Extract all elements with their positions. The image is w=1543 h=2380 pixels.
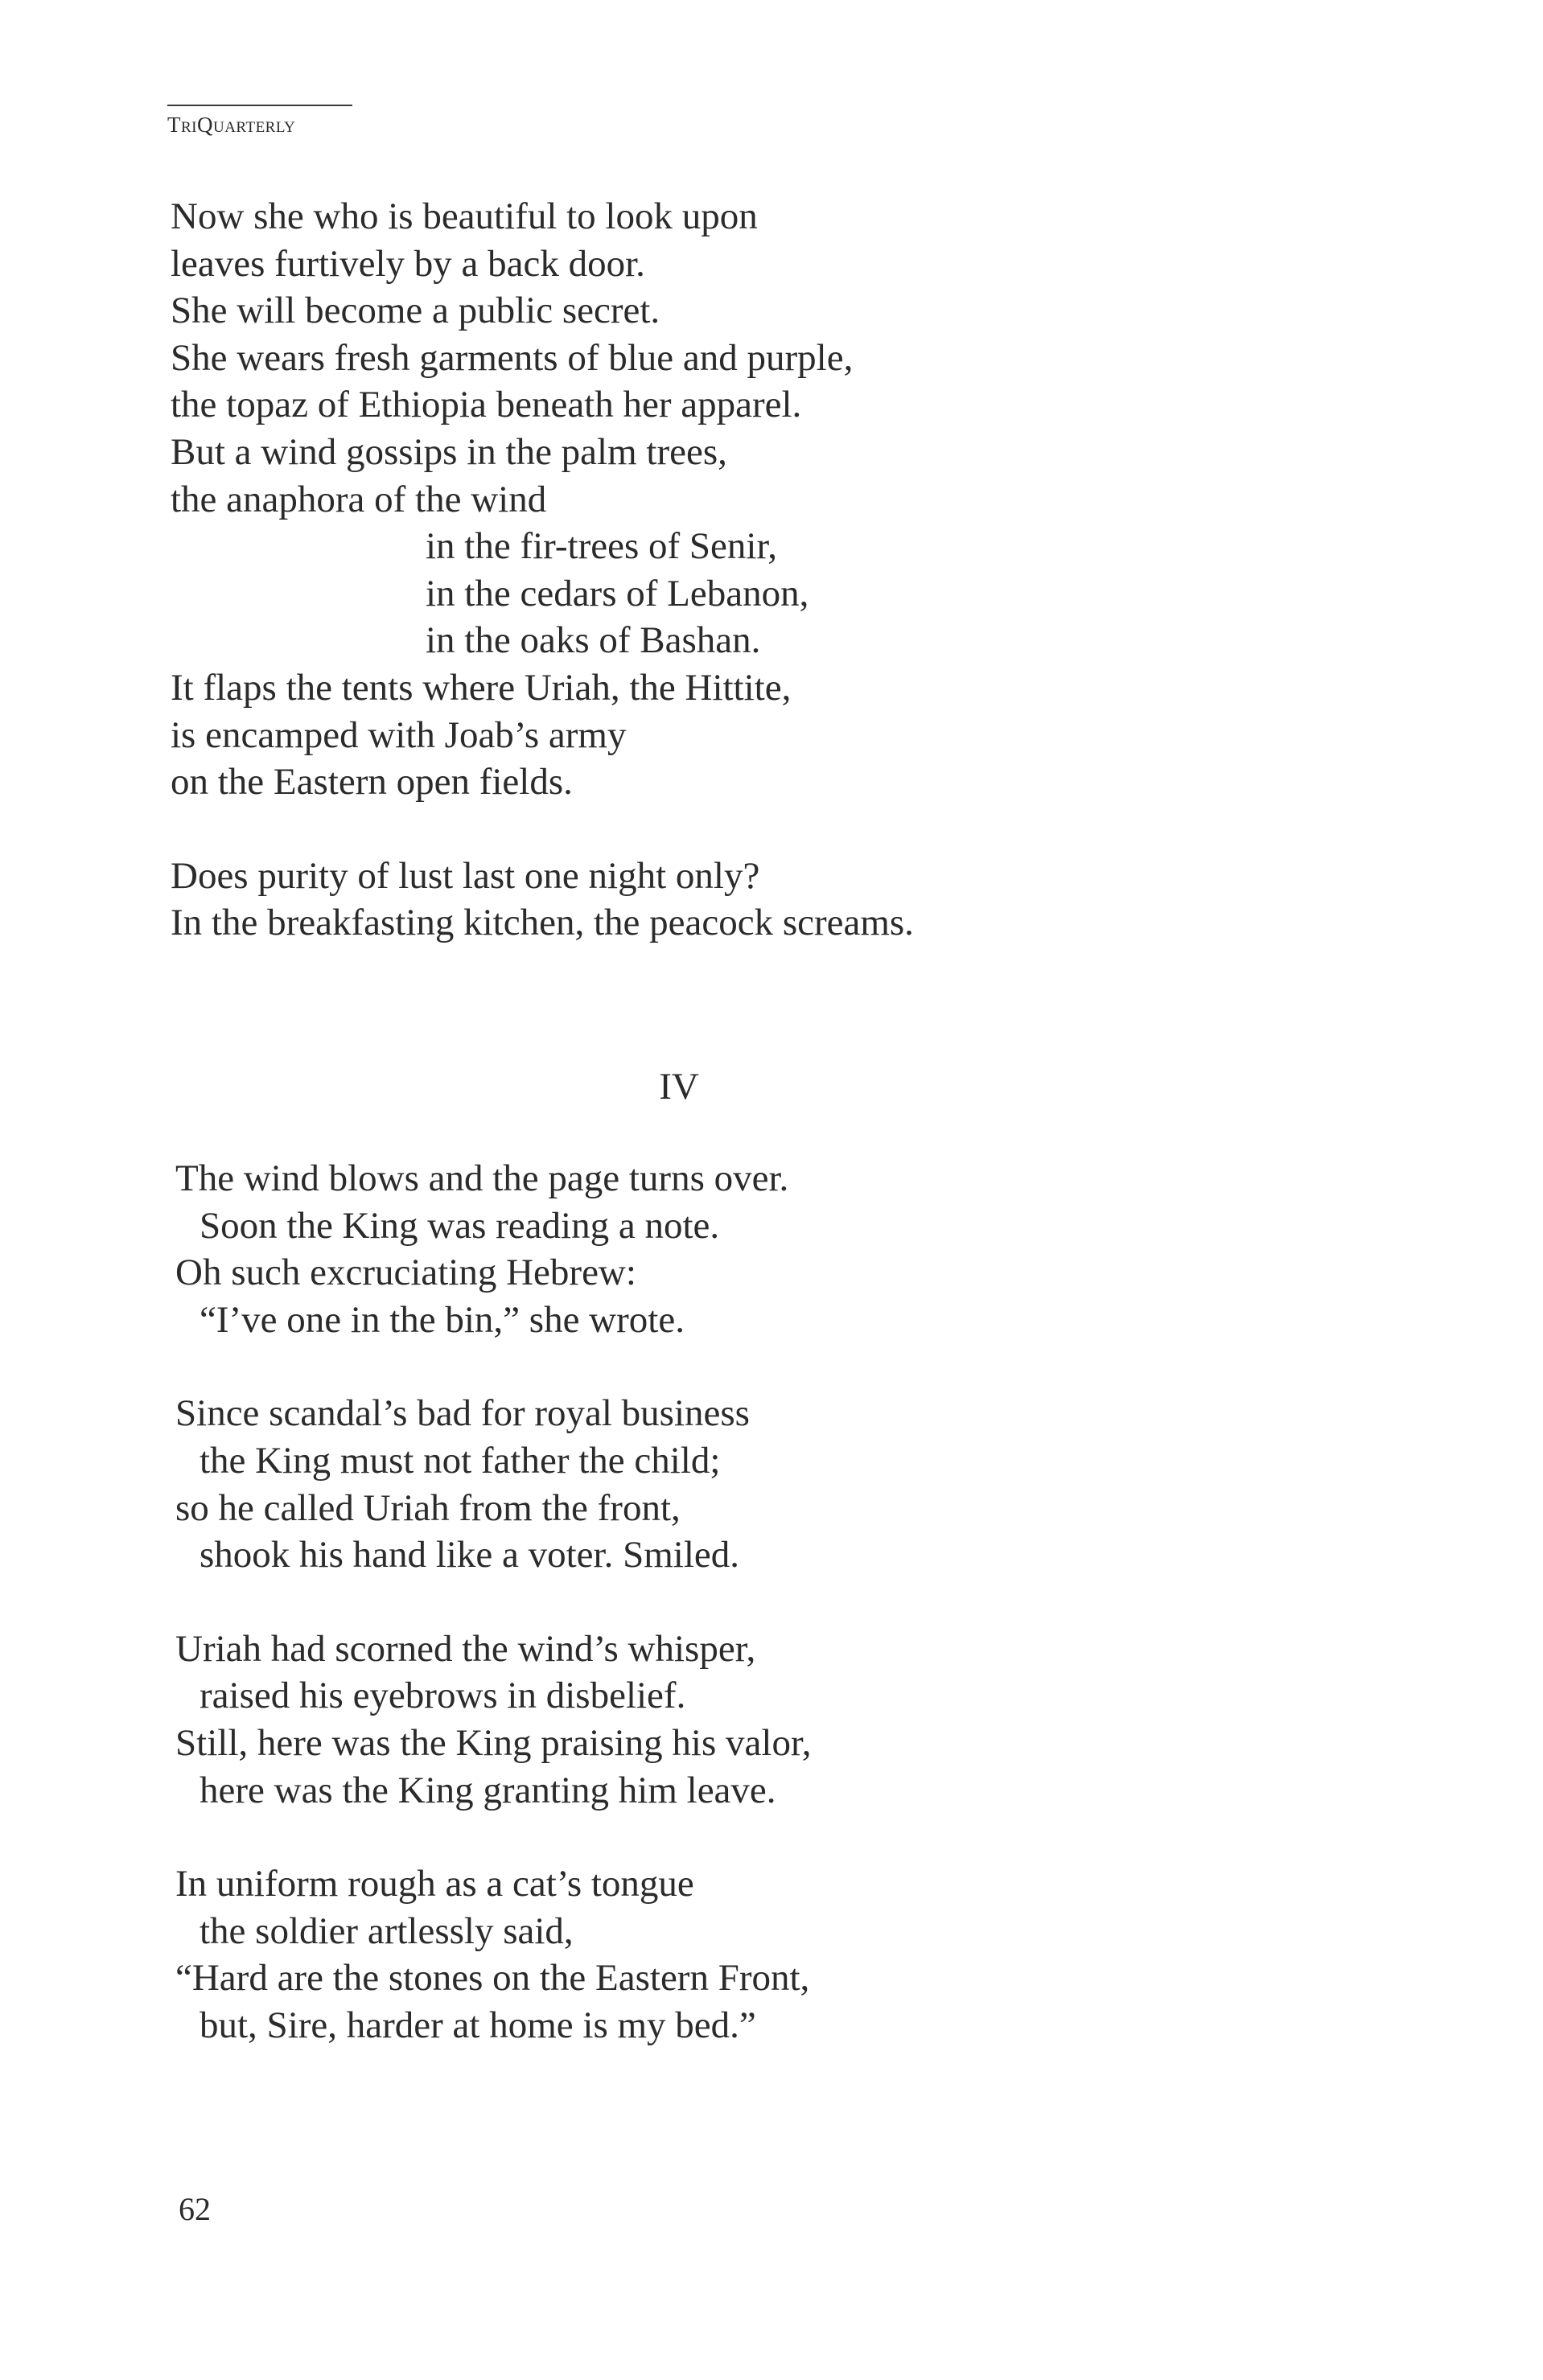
poem-line: leaves furtively by a back door.	[171, 242, 645, 285]
poem-line: in the cedars of Lebanon,	[426, 572, 809, 615]
stanza-gap	[175, 1579, 1382, 1626]
stanza	[175, 1860, 1382, 2049]
stanza-gap	[175, 1343, 1382, 1390]
stanza	[175, 1155, 1382, 1343]
stanza	[175, 1626, 1382, 1814]
stanza-gap	[171, 806, 1377, 853]
poem-line: here was the King granting him leave.	[200, 1769, 776, 1811]
stanza	[171, 193, 1377, 806]
poem-line: Still, here was the King praising his valor,	[175, 1721, 812, 1764]
poem-line: the topaz of Ethiopia beneath her apparel.	[171, 384, 802, 426]
poem-line: raised his eyebrows in disbelief.	[200, 1675, 686, 1717]
poem-line: “I’ve one in the bin,” she wrote.	[200, 1298, 685, 1341]
poem-line: Soon the King was reading a note.	[200, 1204, 720, 1247]
poem-line: but, Sire, harder at home is my bed.”	[200, 2004, 756, 2046]
poem-section-three	[171, 193, 1377, 947]
poem-line: Oh such excruciating Hebrew:	[175, 1252, 636, 1294]
poem-line: But a wind gossips in the palm trees,	[171, 430, 727, 473]
poem-section-four	[175, 1155, 1382, 2049]
stanza	[171, 853, 1377, 947]
poem-line: shook his hand like a voter. Smiled.	[200, 1534, 739, 1576]
poem-line: Uriah had scorned the wind’s whisper,	[175, 1627, 756, 1670]
poem-line: She wears fresh garments of blue and purple,	[171, 336, 854, 379]
poem-line: Since scandal’s bad for royal business	[175, 1392, 750, 1435]
section-number: IV	[659, 1066, 699, 1108]
poem-line: is encamped with Joab’s army	[171, 713, 627, 756]
page-number: 62	[179, 2191, 211, 2227]
poem-line: In the breakfasting kitchen, the peacock screams.	[171, 902, 914, 944]
running-header	[167, 105, 352, 136]
poem-line: the King must not father the child;	[200, 1439, 721, 1482]
poem-line: In uniform rough as a cat’s tongue	[175, 1863, 694, 1905]
poem-line: the anaphora of the wind	[171, 478, 547, 520]
poem-line: “Hard are the stones on the Eastern Front,	[175, 1957, 810, 2000]
poem-line: She will become a public secret.	[171, 290, 660, 332]
poem-line: It flaps the tents where Uriah, the Hittite,	[171, 666, 792, 709]
poem-line: Does purity of lust last one night only?	[171, 854, 760, 897]
poem-line: The wind blows and the page turns over.	[175, 1157, 789, 1199]
poem-line: so he called Uriah from the front,	[175, 1486, 681, 1529]
poem-line: on the Eastern open fields.	[171, 761, 573, 804]
poem-line: the soldier artlessly said,	[200, 1909, 574, 1952]
stanza-gap	[175, 1814, 1382, 1860]
stanza	[175, 1390, 1382, 1578]
poem-line: in the fir-trees of Senir,	[426, 525, 777, 568]
poem-line: in the oaks of Bashan.	[426, 619, 761, 662]
journal-title: TriQuarterly	[167, 113, 296, 137]
poem-line: Now she who is beautiful to look upon	[171, 195, 758, 237]
